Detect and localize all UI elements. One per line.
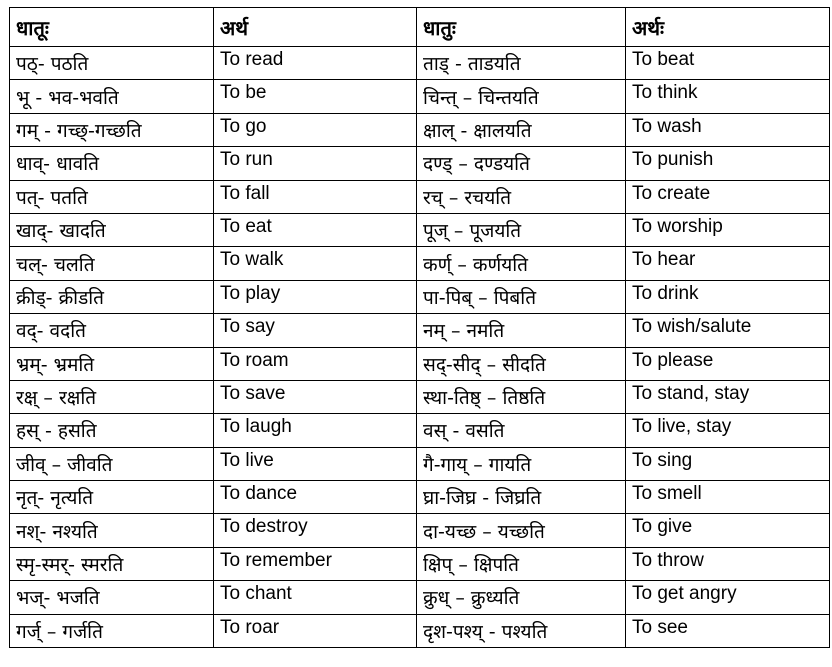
dhatu-cell-left: नश्- नश्यति [10, 514, 214, 547]
dhatu-cell-right: रच् – रचयति [417, 180, 626, 213]
dhatu-cell-left: नृत्- नृत्यति [10, 481, 214, 514]
dhatu-cell-left: खाद्- खादति [10, 213, 214, 246]
table-row [10, 80, 830, 113]
meaning-cell-left: To read [214, 47, 417, 80]
table-row [10, 347, 830, 380]
dhatu-cell-left: चल्- चलति [10, 247, 214, 280]
dhatu-cell-right: दण्ड् – दण्डयति [417, 147, 626, 180]
meaning-cell-right: To stand, stay [626, 380, 830, 413]
dhatu-cell-right: क्षाल् - क्षालयति [417, 113, 626, 146]
meaning-cell-left: To walk [214, 247, 417, 280]
dhatu-cell-right: गै-गाय् – गायति [417, 447, 626, 480]
meaning-cell-left: To say [214, 314, 417, 347]
header-dhatu-1: धातूः [10, 8, 214, 47]
table-row [10, 147, 830, 180]
meaning-cell-right: To wish/salute [626, 314, 830, 347]
meaning-cell-right: To beat [626, 47, 830, 80]
meaning-cell-left: To roar [214, 614, 417, 647]
meaning-cell-left: To run [214, 147, 417, 180]
table-row [10, 213, 830, 246]
meaning-cell-right: To wash [626, 113, 830, 146]
dhatu-cell-right: स्था-तिष्ठ् – तिष्ठति [417, 380, 626, 413]
dhatu-cell-right: क्रुध् – क्रुध्यति [417, 581, 626, 614]
meaning-cell-left: To laugh [214, 414, 417, 447]
table-row [10, 380, 830, 413]
table-row [10, 514, 830, 547]
meaning-cell-right: To see [626, 614, 830, 647]
header-dhatu-2: धातुः [417, 8, 626, 47]
dhatu-cell-left: गर्ज् – गर्जति [10, 614, 214, 647]
dhatu-cell-right: दा-यच्छ – यच्छति [417, 514, 626, 547]
meaning-cell-right: To give [626, 514, 830, 547]
table-row [10, 414, 830, 447]
table-row [10, 447, 830, 480]
table-row [10, 247, 830, 280]
verb-roots-table [9, 7, 830, 648]
dhatu-cell-right: घ्रा-जिघ्र - जिघ्रति [417, 481, 626, 514]
dhatu-cell-right: पूज् – पूजयति [417, 213, 626, 246]
table-row [10, 47, 830, 80]
meaning-cell-left: To dance [214, 481, 417, 514]
dhatu-cell-right: क्षिप् – क्षिपति [417, 547, 626, 580]
meaning-cell-right: To smell [626, 481, 830, 514]
table-row [10, 547, 830, 580]
table-row [10, 614, 830, 647]
dhatu-cell-left: पठ्- पठति [10, 47, 214, 80]
meaning-cell-left: To go [214, 113, 417, 146]
dhatu-cell-right: पा-पिब् – पिबति [417, 280, 626, 313]
dhatu-cell-right: सद्-सीद् – सीदति [417, 347, 626, 380]
dhatu-cell-left: धाव्- धावति [10, 147, 214, 180]
meaning-cell-left: To be [214, 80, 417, 113]
meaning-cell-left: To fall [214, 180, 417, 213]
meaning-cell-right: To get angry [626, 581, 830, 614]
table-row [10, 180, 830, 213]
dhatu-cell-left: गम् - गच्छ्-गच्छति [10, 113, 214, 146]
table-row [10, 581, 830, 614]
header-row [10, 8, 830, 47]
dhatu-cell-right: वस् - वसति [417, 414, 626, 447]
meaning-cell-right: To punish [626, 147, 830, 180]
header-meaning-2: अर्थः [626, 8, 830, 47]
dhatu-cell-left: भज्- भजति [10, 581, 214, 614]
meaning-cell-left: To live [214, 447, 417, 480]
table-row [10, 113, 830, 146]
dhatu-cell-right: दृश-पश्य् - पश्यति [417, 614, 626, 647]
dhatu-cell-left: भू - भव-भवति [10, 80, 214, 113]
meaning-cell-right: To throw [626, 547, 830, 580]
meaning-cell-left: To chant [214, 581, 417, 614]
meaning-cell-right: To think [626, 80, 830, 113]
table-row [10, 314, 830, 347]
meaning-cell-right: To please [626, 347, 830, 380]
meaning-cell-right: To drink [626, 280, 830, 313]
meaning-cell-left: To play [214, 280, 417, 313]
meaning-cell-right: To create [626, 180, 830, 213]
dhatu-cell-left: भ्रम्- भ्रमति [10, 347, 214, 380]
table-body [10, 47, 830, 648]
dhatu-cell-right: कर्ण् – कर्णयति [417, 247, 626, 280]
table-row [10, 280, 830, 313]
meaning-cell-left: To destroy [214, 514, 417, 547]
dhatu-cell-left: क्रीड्- क्रीडति [10, 280, 214, 313]
meaning-cell-right: To hear [626, 247, 830, 280]
meaning-cell-left: To remember [214, 547, 417, 580]
meaning-cell-right: To live, stay [626, 414, 830, 447]
meaning-cell-left: To eat [214, 213, 417, 246]
dhatu-cell-right: नम् – नमति [417, 314, 626, 347]
meaning-cell-left: To save [214, 380, 417, 413]
dhatu-cell-right: ताड् - ताडयति [417, 47, 626, 80]
dhatu-cell-left: जीव् – जीवति [10, 447, 214, 480]
dhatu-cell-left: रक्ष् – रक्षति [10, 380, 214, 413]
dhatu-cell-left: पत्- पतति [10, 180, 214, 213]
meaning-cell-left: To roam [214, 347, 417, 380]
header-meaning-1: अर्थ [214, 8, 417, 47]
dhatu-cell-left: हस् - हसति [10, 414, 214, 447]
meaning-cell-right: To worship [626, 213, 830, 246]
table-row [10, 481, 830, 514]
dhatu-cell-right: चिन्त् – चिन्तयति [417, 80, 626, 113]
dhatu-cell-left: वद्- वदति [10, 314, 214, 347]
meaning-cell-right: To sing [626, 447, 830, 480]
dhatu-cell-left: स्मृ-स्मर्- स्मरति [10, 547, 214, 580]
